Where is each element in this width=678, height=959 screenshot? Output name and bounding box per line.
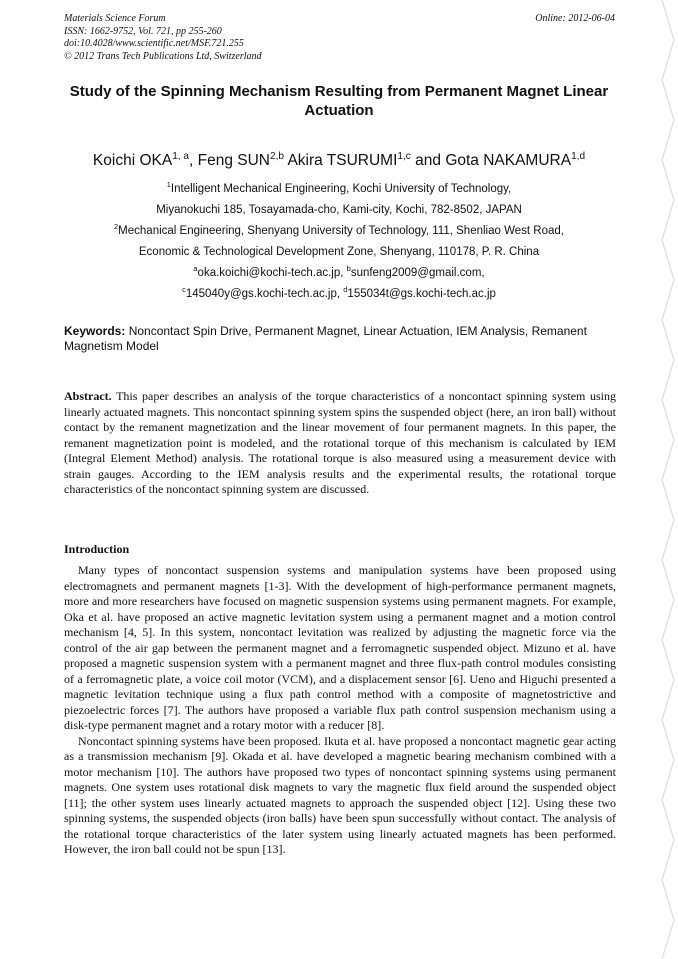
affiliation-2-line-1: $^2$Mechanical Engineering, Shenyang University of Technology, 111, Shenliao West Road, (114, 222, 564, 237)
paper-title: Study of the Spinning Mechanism Resulting from Permanent Magnet Linear Actuation (69, 83, 609, 119)
email-link[interactable]: sunfeng2009@gmail.com, (350, 267, 485, 279)
affiliation-1-line-1: $^1$Intelligent Mechanical Engineering, Kochi University of Technology, (166, 180, 512, 195)
issn-line: ISSN: 1662-9752, Vol. 721, pp 255-260 (64, 25, 222, 37)
online-date: Online: 2012-06-04 (535, 13, 615, 24)
author: Koichi OKA$^{1, a}$, (92, 150, 198, 169)
email-link[interactable]: oka.koichi@kochi-tech.ac.jp (197, 267, 341, 279)
email-link[interactable]: 145040y@gs.kochi-tech.ac.jp (185, 288, 337, 300)
copyright-line: © 2012 Trans Tech Publications Ltd, Switzerland (64, 50, 262, 62)
abstract (64, 389, 616, 498)
author: Feng SUN$^{2,b}$ (197, 150, 284, 169)
journal-name: Materials Science Forum (64, 13, 166, 24)
section-heading-introduction: Introduction (64, 542, 130, 556)
emails-line-1[interactable]: $^a$oka.koichi@kochi-tech.ac.jp, $^b$sunfeng2009@gmail.com, (193, 264, 485, 279)
abstract-text: This paper describes an analysis of the torque characteristics of a noncontact spinning system using linearly actuated magnets. This noncontact spinning system spins the suspended object (here, an iron ball) without contact by the remanent magnetization and the linear movement of four permanent magnets. In this paper, the remanent magnetization point is modeled, and the rotational torque of this mechanism is calculated by IEM (Integral Element Method) analysis. The rotational torque is also measured using a measurement device with strain gauges. According to the IEM analysis results and the experimental results, the rotational torque characteristics of the noncontact spinning system are discussed. (64, 389, 616, 496)
paragraph: Noncontact spinning systems have been proposed. Ikuta et al. have proposed a noncontact magnetic gear acting as a transmission mechanism [9]. Okada et al. have developed a magnetic bearing mechanism combined with a motor mechanism [10]. The authors have proposed two types of noncontact spinning systems using permanent magnets. One system uses rotational disk magnets to vary the magnetic flux field around the suspended object [11]; the other system uses linearly actuated magnets to approach the suspended object [12]. Using these two spinning systems, the suspended objects (iron balls) have been spun successfully without contact. The analysis of the rotational torque characteristics of the later system using linearly actuated magnets has been performed. However, the iron ball could not be spun [13]. (64, 733, 616, 856)
emails-line-2[interactable]: $^c$145040y@gs.kochi-tech.ac.jp, $^d$155034t@gs.kochi-tech.ac.jp (182, 285, 496, 300)
affiliation-2-line-2: Economic & Technological Development Zone, Shenyang, 110178, P. R. China (138, 246, 540, 258)
edge-watermark (658, 0, 678, 959)
abstract-label: Abstract. (64, 389, 112, 403)
paragraph: Many types of noncontact suspension systems and manipulation systems have been proposed using electromagnets and permanent magnets [1-3]. With the development of high-performance permanent magnets, more and more researchers have focused on magnetic suspension systems using permanent magnets. For example, Oka et al. have proposed an active magnetic levitation system using a permanent magnet and a motion control mechanism [4, 5]. In this system, noncontact levitation was realized by adjusting the magnetic force via the control of the air gap between the permanent magnet and a ferromagnetic suspended object. Mizuno et al. have proposed a magnetic suspension system with a permanent magnet and three flux-path control modules consisting of a ferromagnetic plate, a voice coil motor (VCM), and a displacement sensor [6]. Ueno and Higuchi presented a magnetic levitation technique using a flux path control method with a composite of magnetostrictive and piezoelectric forces [7]. The authors have proposed a variable flux path control suspension mechanism using a disk-type permanent magnet and a rotary motor with a reducer [8]. (64, 563, 616, 732)
doi-line: doi:10.4028/www.scientific.net/MSF.721.255 (64, 38, 244, 49)
journal-meta (64, 13, 262, 63)
introduction-body (64, 563, 616, 858)
affiliation-1-line-2: Miyanokuchi 185, Tosayamada-cho, Kami-city, Kochi, 782-8502, JAPAN (156, 204, 522, 216)
author: Gota NAKAMURA$^{1,d}$ (445, 150, 586, 169)
keywords (64, 324, 616, 354)
author-list (64, 152, 614, 170)
author: Akira TSURUMI$^{1,c}$ and (287, 150, 446, 169)
affiliations (64, 179, 614, 305)
email-link[interactable]: 155034t@gs.kochi-tech.ac.jp (347, 288, 496, 300)
keywords-text: Noncontact Spin Drive, Permanent Magnet, Linear Actuation, IEM Analysis, Remanent Magnetism Model (64, 324, 587, 353)
keywords-label: Keywords: (64, 324, 126, 338)
